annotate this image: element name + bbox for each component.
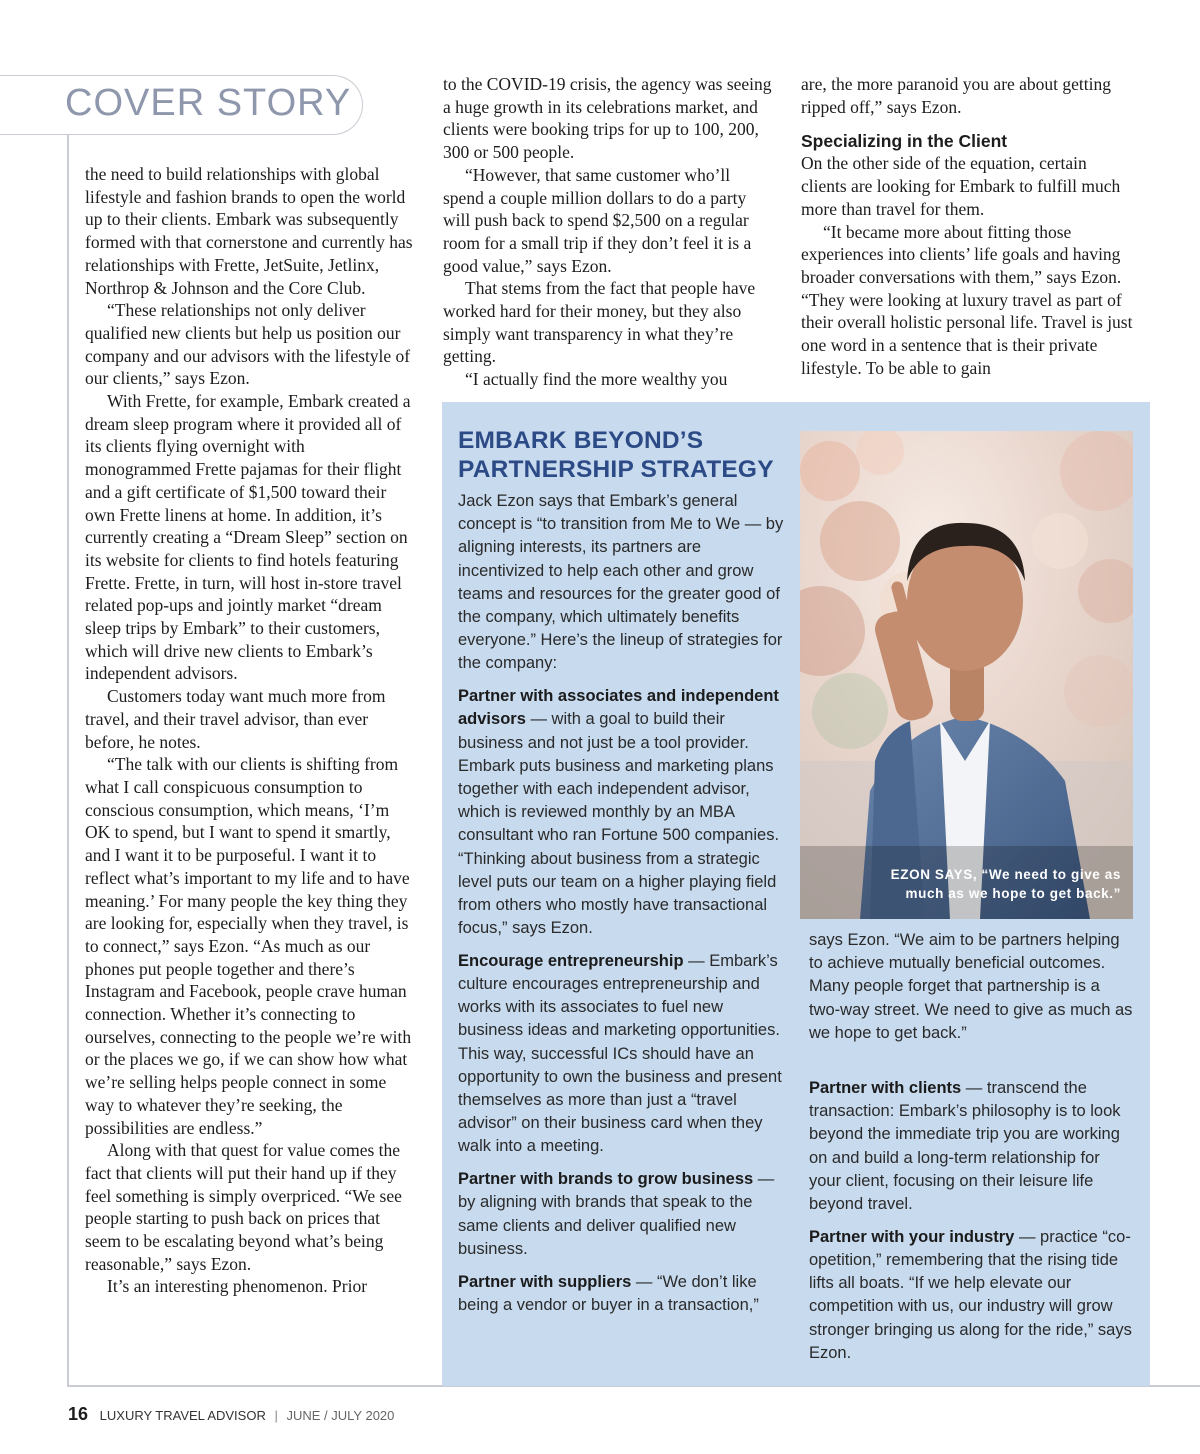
strategy-lead: Partner with clients <box>809 1079 962 1098</box>
paragraph: Along with that quest for value comes the fact that clients will put their hand up if they feel something is simply overpriced. “We see people starting to push back on prices that seem to be escalating beyond what’s being reasonable,” says Ezon. <box>85 1140 402 1274</box>
sidebar-box <box>442 402 1150 1386</box>
paragraph: Customers today want much more from travel, and their travel advisor, than ever before, he notes. <box>85 686 386 752</box>
portrait-illustration <box>800 431 1133 919</box>
sidebar-title: EMBARK BEYOND’S PARTNERSHIP STRATEGY <box>458 427 774 483</box>
photo-caption: EZON SAYS, “We need to give as much as we hope to get back.” <box>890 867 1121 901</box>
paragraph: “These relationships not only deliver qualified new clients but help us position our company and our advisors with the lifestyle of our clients,” says Ezon. <box>85 300 411 389</box>
subheading: Specializing in the Client <box>801 131 1008 152</box>
strategy-body: — with a goal to build their business and not just be a tool provider. Embark puts business and marketing plans together with each independent advisor, which is reviewed monthly by an MBA consultant who ran Fortune 500 companies. “Thinking about business from a strategic level puts our team on a higher playing field from others who mostly have transactional focus,” says Ezon. <box>458 710 780 938</box>
footer-separator: | <box>274 1408 278 1423</box>
sidebar-left-column <box>458 490 786 1326</box>
paragraph: It’s an interesting phenomenon. Prior <box>107 1276 368 1297</box>
strategy-lead: Partner with brands to grow business <box>458 1170 754 1189</box>
strategy-item <box>458 1168 786 1261</box>
paragraph: the need to build relationships with global lifestyle and fashion brands to open the world up to their clients. Embark was subsequently formed with that cornerstone and currently has relationships with Frette, JetSuite, Jetlinx, Northrop & Johnson and the Core Club. <box>85 164 413 298</box>
sidebar-intro: Jack Ezon says that Embark’s general concept is “to transition from Me to We — by aligning interests, its partners are incentivized to help each other and grow teams and resources for the greater good of the company, which ultimately benefits everyone.” Here’s the lineup of strategies for the company: <box>458 492 784 673</box>
section-label: COVER STORY <box>65 82 352 124</box>
article-column-2 <box>443 73 775 391</box>
strategy-item <box>458 950 786 1159</box>
strategy-lead: Partner with associates and independent advisors <box>458 687 779 729</box>
sidebar-right-column <box>809 929 1135 1374</box>
article-column-3 <box>801 73 1133 379</box>
paragraph: to the COVID-19 crisis, the agency was seeing a huge growth in its celebrations market, and clients were booking trips for up to 100, 200, 300 or 500 people. <box>443 74 772 163</box>
strategy-body: — transcend the transaction: Embark’s philosophy is to look beyond the immediate trip you are working on and build a long-term relationship for your client, focusing on their leisure life beyond travel. <box>809 1079 1121 1214</box>
issue-date: JUNE / JULY 2020 <box>286 1408 395 1423</box>
strategy-lead: Encourage entrepreneurship <box>458 951 684 970</box>
strategy-body: — practice “co-opetition,” remembering that the rising tide lifts all boats. “If we help elevate our competition with us, our industry will grow stronger bringing us along for the ride,” says Ezon. <box>809 1227 1132 1362</box>
paragraph: “I actually find the more wealthy you <box>465 369 728 390</box>
strategy-item <box>809 1077 1135 1216</box>
strategy-lead: Partner with suppliers <box>458 1272 632 1291</box>
paragraph: With Frette, for example, Embark created a dream sleep program where it provided all of its clients flying overnight with monogrammed Frette pajamas for their flight and a gift certificate of $1,500 toward their own Frette linens at home. In addition, it’s currently creating a “Dream Sleep” section on its website for clients to find hotels featuring Frette. Frette, in turn, will host in-store travel related pop-ups and jointly market “dream sleep trips by Embark” to their customers, which will drive new clients to Embark’s independent advisors. <box>85 391 411 684</box>
strategy-body: — by aligning with brands that speak to the same clients and deliver qualified new business. <box>458 1170 775 1258</box>
strategy-body: — “We don’t like being a vendor or buyer in a transaction,” <box>458 1272 759 1314</box>
paragraph: “It became more about fitting those experiences into clients’ life goals and having broader conversations with them,” says Ezon. “They were looking at luxury travel as part of their overall holistic personal life. Travel is just one word in a sentence that is their private lifestyle. To be able to gain <box>801 221 1133 378</box>
sidebar-continuation: says Ezon. “We aim to be partners helping to achieve mutually beneficial outcomes. Many people forget that partnership is a two-way street. We need to give as much as we hope to get back.” <box>809 931 1133 1042</box>
paragraph: That stems from the fact that people have worked hard for their money, but they also simply want transparency in what they’re getting. <box>443 278 756 367</box>
frame-rule-left <box>67 134 69 1386</box>
column3-intro: are, the more paranoid you are about getting ripped off,” says Ezon. <box>801 74 1112 117</box>
strategy-body: — Embark’s culture encourages entrepreneurship and works with its associates to fuel new business ideas and marketing opportunities. This way, successful ICs should have an opportunity to own the business and present themselves as more than just a “travel advisor” on their business card when they walk into a meeting. <box>458 951 782 1156</box>
strategy-item <box>458 685 786 940</box>
page-number: 16 <box>68 1404 89 1424</box>
strategy-lead: Partner with your industry <box>809 1227 1015 1246</box>
portrait-photo <box>800 431 1133 919</box>
paragraph: On the other side of the equation, certain clients are looking for Embark to fulfill much more than travel for them. <box>801 153 1121 219</box>
paragraph: “The talk with our clients is shifting from what I call conspicuous consumption to conscious consumption, which means, ‘I’m OK to spend, but I want to spend it smartly, and I want it to be purposeful. I want it to reflect what’s important to my life and to have meaning.’ For many people the key thing they are looking for, especially when they travel, is to connect,” says Ezon. “As much as our phones put people together and there’s Instagram and Facebook, people crave human connection. Whether it’s connecting to ourselves, connecting to the people we’re with or the places we go, if we can show how what we’re selling helps people connect in some way to whatever they’re seeking, the possibilities are endless.” <box>85 754 412 1138</box>
paragraph: “However, that same customer who’ll spend a couple million dollars to do a party will push back to spend $2,500 on a regular room for a small trip if they don’t feel it is a good value,” says Ezon. <box>443 164 752 276</box>
article-column-1 <box>85 163 415 1298</box>
strategy-item <box>458 1271 786 1317</box>
publication-name: LUXURY TRAVEL ADVISOR <box>99 1408 266 1423</box>
page-footer <box>68 1404 394 1425</box>
strategy-item <box>809 1226 1135 1365</box>
